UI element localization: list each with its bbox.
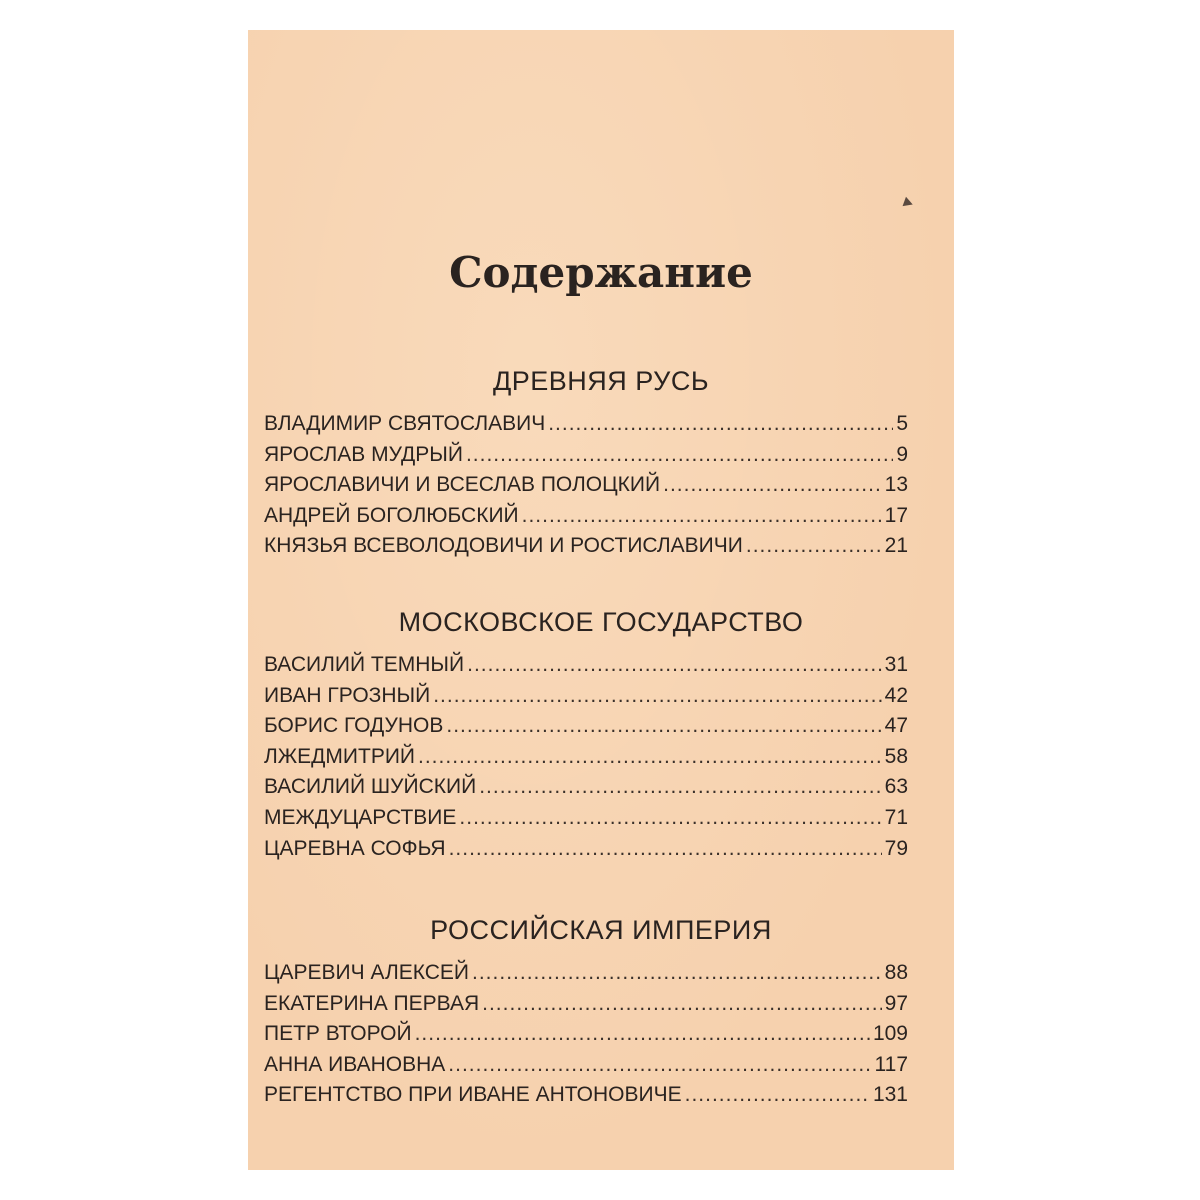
dot-leader <box>482 992 882 1016</box>
toc-entry-title: ЦАРЕВНА СОФЬЯ <box>264 836 446 860</box>
dot-leader <box>522 504 882 528</box>
toc-entry[interactable] <box>264 684 908 715</box>
toc-entry-page: 109 <box>872 1022 908 1046</box>
dot-leader <box>449 837 882 861</box>
dot-leader <box>472 961 882 985</box>
toc-entry-title: МЕЖДУЦАРСТВИЕ <box>264 805 457 829</box>
toc-entry[interactable] <box>264 806 908 837</box>
toc-entry-title: ВЛАДИМИР СВЯТОСЛАВИЧ <box>264 412 546 435</box>
toc-entry-page: 58 <box>884 744 908 768</box>
toc-entry-title: ЯРОСЛАВ МУДРЫЙ <box>264 442 463 466</box>
toc-entry-title: АННА ИВАНОВНА <box>264 1052 446 1076</box>
toc-entry-title: РЕГЕНТСТВО ПРИ ИВАНЕ АНТОНОВИЧЕ <box>264 1083 682 1107</box>
section-heading-moscow-state: МОСКОВСКОЕ ГОСУДАРСТВО <box>398 607 804 637</box>
dot-leader <box>467 653 882 677</box>
section-heading-ancient-rus: ДРЕВНЯЯ РУСЬ <box>492 366 710 396</box>
page-title: Содержание <box>449 248 753 297</box>
toc-entry[interactable] <box>264 443 908 474</box>
toc-entry-title: ЯРОСЛАВИЧИ И ВСЕСЛАВ ПОЛОЦКИЙ <box>264 473 661 497</box>
toc-entry[interactable] <box>264 412 908 443</box>
toc-entry-page: 97 <box>884 991 908 1015</box>
toc-entry[interactable] <box>264 1053 908 1084</box>
toc-entry-page: 47 <box>884 714 908 738</box>
toc-entry-title: ЛЖЕДМИТРИЙ <box>264 744 416 768</box>
section-heading-russian-empire: РОССИЙСКАЯ ИМПЕРИЯ <box>430 915 772 945</box>
toc-entry[interactable] <box>264 504 908 535</box>
toc-entry[interactable] <box>264 534 908 565</box>
toc-entry-page: 63 <box>884 775 908 799</box>
toc-entry-page: 131 <box>872 1083 908 1107</box>
toc-entry[interactable] <box>264 992 908 1023</box>
toc-entry-page: 5 <box>896 412 908 435</box>
toc-entry-page: 88 <box>884 961 908 984</box>
toc-entry-title: ПЕТР ВТОРОЙ <box>264 1022 412 1046</box>
toc-list-ancient-rus <box>264 412 908 565</box>
toc-entry[interactable] <box>264 473 908 504</box>
toc-entry-title: ВАСИЛИЙ ШУЙСКИЙ <box>264 775 477 799</box>
toc-entry[interactable] <box>264 961 908 992</box>
toc-entry[interactable] <box>264 745 908 776</box>
toc-entry[interactable] <box>264 775 908 806</box>
toc-entry-page: 13 <box>884 473 908 497</box>
dot-leader <box>548 412 893 436</box>
dot-leader <box>459 806 881 830</box>
toc-entry-page: 21 <box>884 534 908 558</box>
dot-leader <box>466 443 893 467</box>
toc-entry[interactable] <box>264 1083 908 1114</box>
toc-list-moscow-state <box>264 653 908 867</box>
toc-entry-page: 17 <box>884 503 908 527</box>
toc-entry-title: КНЯЗЬЯ ВСЕВОЛОДОВИЧИ И РОСТИСЛАВИЧИ <box>264 534 743 558</box>
toc-entry-page: 9 <box>896 442 908 466</box>
toc-entry-page: 42 <box>884 683 908 707</box>
toc-entry[interactable] <box>264 1022 908 1053</box>
dot-leader <box>433 684 881 708</box>
dot-leader <box>746 534 882 558</box>
toc-entry[interactable] <box>264 714 908 745</box>
toc-entry-title: ЕКАТЕРИНА ПЕРВАЯ <box>264 991 480 1015</box>
dot-leader <box>479 775 881 799</box>
toc-entry-title: ЦАРЕВИЧ АЛЕКСЕЙ <box>264 961 470 984</box>
toc-entry-page: 117 <box>874 1052 908 1076</box>
dot-leader <box>448 1053 871 1077</box>
toc-entry-page: 31 <box>884 653 908 676</box>
toc-entry[interactable] <box>264 837 908 868</box>
toc-list-russian-empire <box>264 961 908 1114</box>
dot-leader <box>418 745 882 769</box>
toc-entry[interactable] <box>264 653 908 684</box>
toc-entry-title: ВАСИЛИЙ ТЕМНЫЙ <box>264 653 465 676</box>
book-page <box>248 30 954 1170</box>
dot-leader <box>685 1083 870 1107</box>
toc-entry-title: АНДРЕЙ БОГОЛЮБСКИЙ <box>264 503 519 527</box>
toc-entry-title: БОРИС ГОДУНОВ <box>264 714 444 738</box>
dot-leader <box>446 714 881 738</box>
toc-entry-title: ИВАН ГРОЗНЫЙ <box>264 683 431 707</box>
ink-mark <box>903 197 915 209</box>
dot-leader <box>663 473 882 497</box>
toc-entry-page: 79 <box>884 836 908 860</box>
toc-entry-page: 71 <box>884 805 908 829</box>
dot-leader <box>415 1022 870 1046</box>
